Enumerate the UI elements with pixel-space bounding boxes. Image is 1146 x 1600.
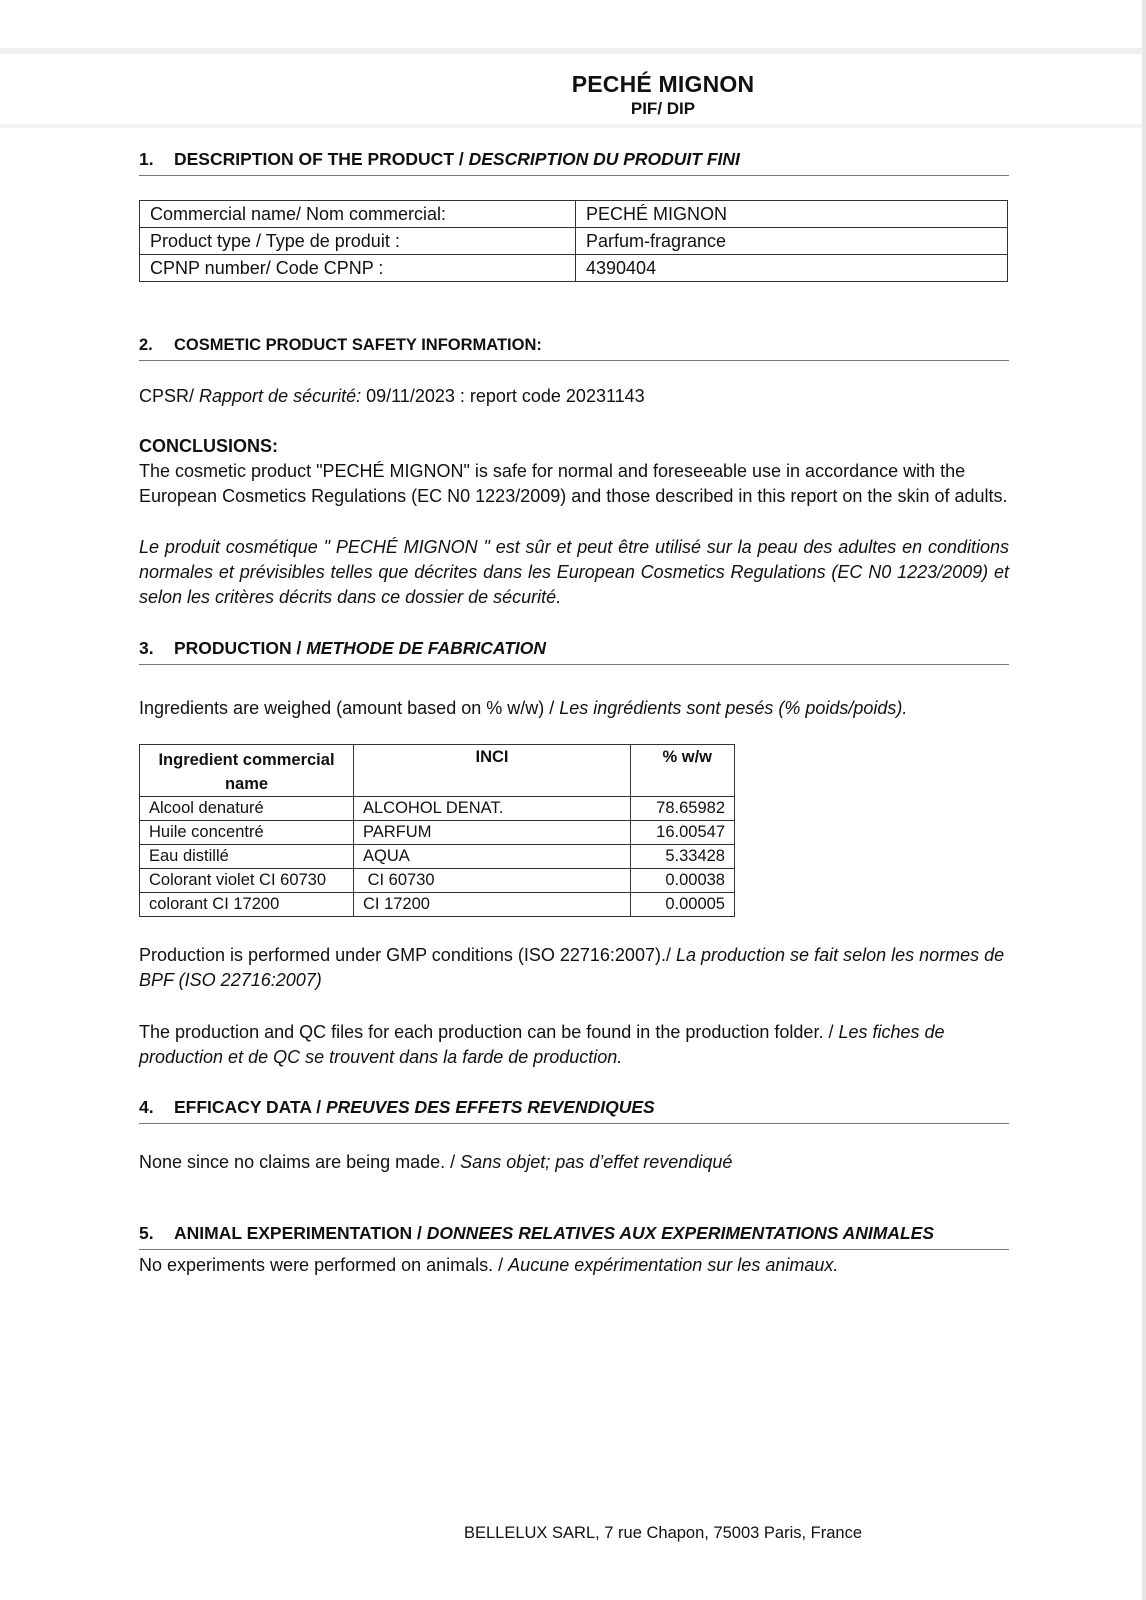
table-row	[140, 201, 1008, 228]
section-number: 5.	[139, 1223, 154, 1243]
section-1-heading	[139, 149, 1009, 176]
info-label: Commercial name/ Nom commercial:	[140, 201, 576, 228]
ingredient-name: Huile concentré	[140, 821, 354, 845]
ingredient-percent: 0.00038	[631, 869, 735, 893]
ingredients-intro	[139, 696, 1009, 721]
section-5-heading	[139, 1223, 1009, 1250]
section-title-fr: METHODE DE FABRICATION	[306, 638, 547, 658]
gmp-en: Production is performed under GMP conditions (ISO 22716:2007)./	[139, 945, 676, 965]
ingredient-percent: 0.00005	[631, 893, 735, 917]
efficacy-en: None since no claims are being made. /	[139, 1152, 461, 1172]
efficacy-fr: Sans objet; pas d’effet revendiqué	[460, 1152, 733, 1172]
table-row	[140, 797, 735, 821]
section-title: ANIMAL EXPERIMENTATION /	[174, 1223, 427, 1243]
conclusion-fr: Le produit cosmétique " PECHÉ MIGNON " est sûr et peut être utilisé sur la peau des adultes en conditions normales et prévisibles telles que décrites dans les European Cosmetics Regulations (EC N0 1223/2009) et selon les critères décrits dans ce dossier de sécurité.	[139, 537, 1009, 607]
page-right-edge	[1142, 0, 1146, 1600]
product-info-table	[139, 200, 1008, 282]
document-title: PECHÉ MIGNON	[571, 71, 755, 97]
ingredient-name: Colorant violet CI 60730	[140, 869, 354, 893]
cpsr-prefix: CPSR/	[139, 386, 200, 406]
section-title: PRODUCTION /	[174, 638, 307, 658]
table-row	[140, 893, 735, 917]
animal-en: No experiments were performed on animals. /	[139, 1255, 509, 1275]
section-number: 3.	[139, 638, 154, 658]
section-number: 4.	[139, 1097, 154, 1117]
conclusion-en: The cosmetic product "PECHÉ MIGNON" is safe for normal and foreseeable use in accordance with the European Cosmetics Regulations (EC N0 1223/2009) and those described in this report on the skin of adults.	[139, 461, 1008, 506]
gmp-fr: La production se fait selon les normes de BPF (ISO 22716:2007)	[139, 945, 1005, 990]
info-value: PECHÉ MIGNON	[576, 201, 1008, 228]
gmp-statement	[139, 943, 1009, 993]
ingredient-percent: 78.65982	[631, 797, 735, 821]
ingredient-inci: AQUA	[354, 845, 631, 869]
section-number: 2.	[139, 336, 153, 354]
page-top-edge	[0, 48, 1146, 54]
document-subtitle: PIF/ DIP	[630, 99, 696, 118]
intro-en: Ingredients are weighed (amount based on % w/w) /	[139, 698, 560, 718]
section-title: COSMETIC PRODUCT SAFETY INFORMATION:	[174, 336, 542, 354]
table-row	[140, 821, 735, 845]
ingredient-inci: PARFUM	[354, 821, 631, 845]
cpsr-fr: Rapport de sécurité:	[199, 386, 362, 406]
info-label: CPNP number/ Code CPNP :	[140, 255, 576, 282]
info-value: 4390404	[576, 255, 1008, 282]
section-4-heading	[139, 1097, 1009, 1124]
ingredient-percent: 5.33428	[631, 845, 735, 869]
section-title-fr: PREUVES DES EFFETS REVENDIQUES	[326, 1097, 655, 1117]
qc-fr: Les fiches de production et de QC se trouvent dans la farde de production.	[139, 1022, 945, 1067]
info-value: Parfum-fragrance	[576, 228, 1008, 255]
section-title-fr: DONNEES RELATIVES AUX EXPERIMENTATIONS ANIMALES	[426, 1223, 935, 1243]
efficacy-text	[139, 1150, 1009, 1175]
animal-fr: Aucune expérimentation sur les animaux.	[508, 1255, 839, 1275]
ingredient-percent: 16.00547	[631, 821, 735, 845]
cpsr-report: 09/11/2023 : report code 20231143	[361, 386, 645, 406]
column-header: INCI	[354, 745, 631, 797]
section-title-fr: DESCRIPTION DU PRODUIT FINI	[468, 149, 740, 169]
ingredients-table	[139, 744, 735, 917]
ingredient-name: Alcool denaturé	[140, 797, 354, 821]
footer-address: BELLELUX SARL, 7 rue Chapon, 75003 Paris, France	[463, 1524, 863, 1542]
conclusions-label: CONCLUSIONS:	[139, 436, 278, 456]
ingredient-inci: ALCOHOL DENAT.	[354, 797, 631, 821]
table-row	[140, 255, 1008, 282]
ingredient-inci: CI 60730	[354, 869, 631, 893]
table-row	[140, 869, 735, 893]
column-header: % w/w	[631, 745, 735, 797]
table-row	[140, 228, 1008, 255]
ingredient-name: colorant CI 17200	[140, 893, 354, 917]
ingredient-name: Eau distillé	[140, 845, 354, 869]
cpsr-line	[139, 384, 1009, 409]
section-title: EFFICACY DATA /	[174, 1097, 326, 1117]
info-label: Product type / Type de produit :	[140, 228, 576, 255]
ingredient-inci: CI 17200	[354, 893, 631, 917]
intro-fr: Les ingrédients sont pesés (% poids/poids).	[559, 698, 908, 718]
table-row	[140, 845, 735, 869]
section-3-heading	[139, 638, 1009, 665]
animal-text	[139, 1253, 1009, 1278]
table-header-row	[140, 745, 735, 797]
section-2-heading	[139, 336, 1009, 361]
qc-statement	[139, 1020, 1009, 1070]
section-title: DESCRIPTION OF THE PRODUCT /	[174, 149, 469, 169]
qc-en: The production and QC files for each production can be found in the production folder. /	[139, 1022, 839, 1042]
section-number: 1.	[139, 149, 154, 169]
column-header: Ingredient commercial name	[140, 745, 354, 797]
page-header-band	[0, 124, 1146, 128]
